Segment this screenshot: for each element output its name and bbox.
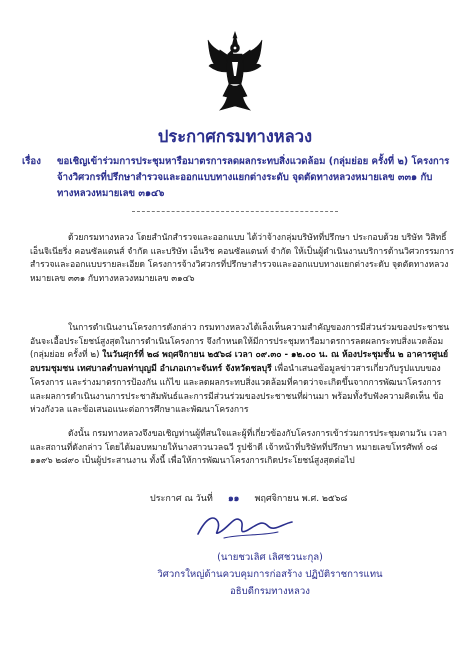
paragraph-3: ดังนั้น กรมทางหลวงจึงขอเชิญท่านผู้ที่สนใจและผู้ที่เกี่ยวข้องกับโครงการเข้าร่วมการประชุมตามวัน เวลา และสถานที่ดังกล่าว โดยได้มอบหมายให้นางสาวนวลฉวี รูปช้าดี เจ้าหน้าที่บริษัทที่ปรึกษา หมายเลขโทรศัพท์ ๐๘ ๑๑๙๖ ๒๘๙๐ เป็นผู้ประสานงาน ทั้งนี้ เพื่อให้การพัฒนาโครงการเกิดประโยชน์สูงสุดต่อไป <box>30 429 447 467</box>
signer-organization: อธิบดีกรมทางหลวง <box>230 586 310 597</box>
subject-text: ขอเชิญเข้าร่วมการประชุมหารือมาตรการลดผลกระทบสิ่งแวดล้อม (กลุ่มย่อย ครั้งที่ ๒) โครงการจ้างวิศวกรที่ปรึกษาสำรวจและออกแบบทางแยกต่างระดับ จุดตัดทางหลวงหมายเลข ๓๓๑ กับทางหลวงหมายเลข ๓๑๔๖ <box>57 156 450 199</box>
date-suffix: พฤศจิกายน พ.ศ. ๒๕๖๘ <box>254 494 348 504</box>
handwritten-signature <box>190 508 300 544</box>
divider-line <box>132 211 338 212</box>
garuda-emblem-icon <box>206 30 264 114</box>
signer-position: วิศวกรใหญ่ด้านควบคุมการก่อสร้าง ปฏิบัติราชการแทน <box>157 569 383 580</box>
announcement-date <box>150 491 347 505</box>
page-title: ประกาศกรมทางหลวง <box>157 127 313 146</box>
paragraph-2-detail: เพื่อนำเสนอข้อมูลข่าวสารเกี่ยวกับรูปแบบของโครงการ และร่างมาตรการป้องกัน แก้ไข และลดผลกระทบสิ่งแวดล้อมที่คาดว่าจะเกิดขึ้นจากการพัฒนาโครงการ และผลการดำเนินงานการประชาสัมพันธ์และการมีส่วนร่วมของประชาชนที่ผ่านมา พร้อมทั้งรับฟังความคิดเห็น ข้อห่วงกังวล และข้อเสนอแนะต่อการศึกษาและพัฒนาโครงการ <box>30 364 444 416</box>
meeting-datetime-venue: ในวันศุกร์ที่ ๒๘ พฤศจิกายน ๒๕๖๘ เวลา ๐๙.๓๐ - ๑๒.๐๐ น. ณ ห้องประชุมชั้น ๒ อาคารศูนย์อบรมชุมชน เทศบาลตำบลท่าบุญมี อำเภอเกาะจันทร์ จังหวัดชลบุรี <box>30 350 449 375</box>
date-prefix: ประกาศ ณ วันที่ <box>150 494 213 504</box>
paragraph-1: ด้วยกรมทางหลวง โดยสำนักสำรวจและออกแบบ ได้ว่าจ้างกลุ่มบริษัทที่ปรึกษา ประกอบด้วย บริษัท วิสิทธิ์ เอ็นจิเนียริ่ง คอนซัลแตนส์ จำกัด และบริษัท เอ็นริช คอนซัลแตนท์ จำกัด ให้เป็นผู้ดำเนินงานบริการด้านวิศวกรรมการสำรวจและออกแบบรายละเอียด โครงการจ้างวิศวกรที่ปรึกษาสำรวจและออกแบบทางแยกต่างระดับ จุดตัดทางหลวงหมายเลข ๓๓๑ กับทางหลวงหมายเลข ๓๑๔๖ <box>30 233 454 285</box>
date-day: ๑๑ <box>227 494 240 504</box>
paragraph-2-intro: ในการดำเนินงานโครงการดังกล่าว กรมทางหลวงได้เล็งเห็นความสำคัญของการมีส่วนร่วมของประชาชน อันจะเอื้อประโยชน์สูงสุดในการดำเนินโครงการ จึงกำหนดให้มีการประชุมหารือมาตรการลดผลกระทบสิ่งแวดล้อม (กลุ่มย่อย ครั้งที่ ๒) <box>30 323 450 361</box>
paragraph-2 <box>30 322 454 418</box>
subject-label: เรื่อง <box>22 156 41 167</box>
signer-name: (นายชวเลิศ เลิศชวนะกุล) <box>217 552 323 563</box>
